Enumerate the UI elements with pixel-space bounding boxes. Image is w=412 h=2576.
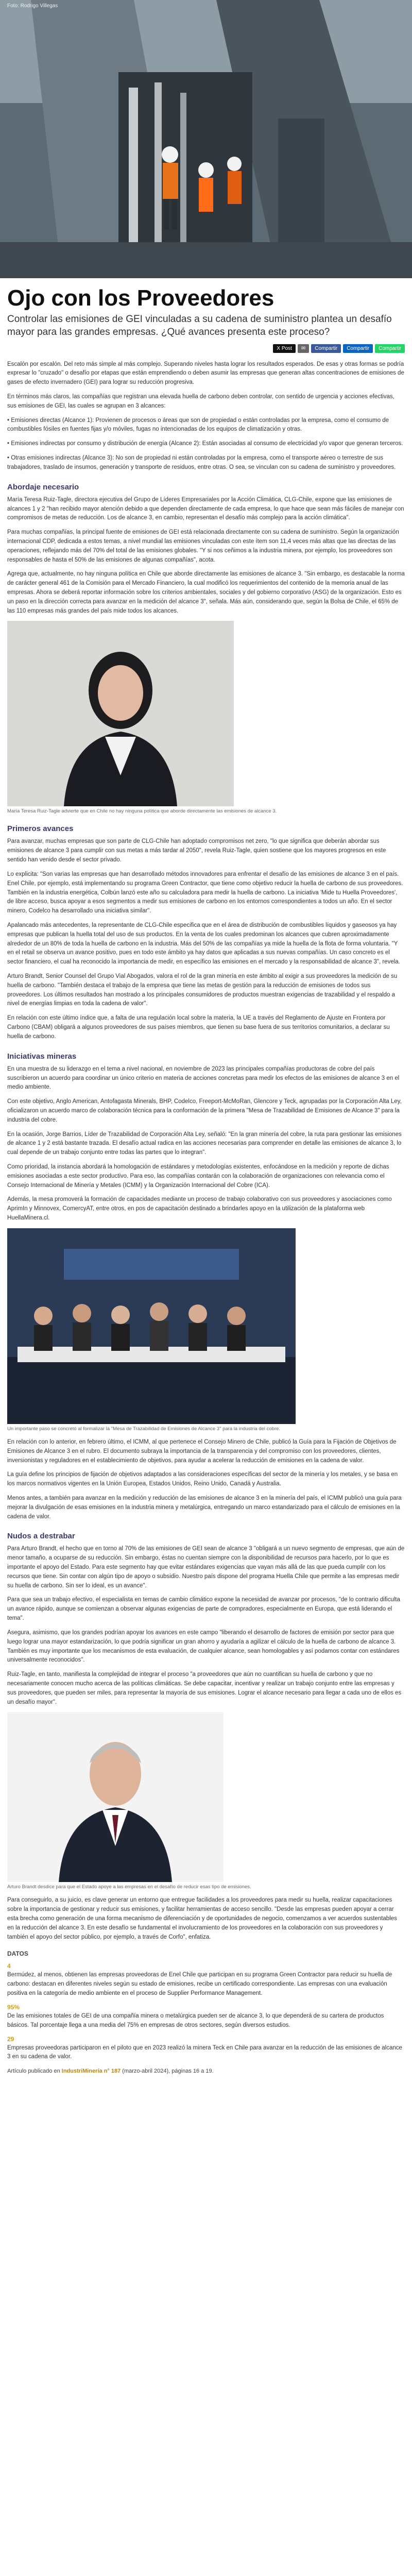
section-heading: Abordaje necesario xyxy=(7,482,79,492)
figure-portrait-brandt xyxy=(7,1712,405,1890)
body-paragraph: Lo explicita: "Son varias las empresas que han desarrollado métodos innovadores para enfrentar el desafío de las emisiones de alcance 3 en el país. Enel Chile, por ejemplo, está implementando su programa Green Contractor, que tiene como objetivo reducir la huella de carbono de sus proveedores. También en la industria energética, Colbún lanzó este año su calculadora para medir la huella de carbono. La iniciativa 'Mide tu Huella Proveedores', de libre acceso, busca apoyar a esos segmentos a medir sus emisiones de carbono en los entornos correspondientes a todos un año. En el sector minero, Codelco ha desarrollado una iniciativa similar". xyxy=(7,871,403,914)
section-heading: Iniciativas mineras xyxy=(7,1052,77,1061)
share-facebook-button[interactable]: Compartir xyxy=(311,344,341,353)
datos-label: DATOS xyxy=(7,1950,28,1958)
intro-paragraph: • Otras emisiones indirectas (Alcance 3): No son de propiedad ni están controladas por la empresa, como el transporte aéreo o terrestre de sus trabajadores, traslado de insumos, generación y transporte de residuos, entre otras. O sea, se vinculan con su cadena de suministro y proveedores. xyxy=(7,455,396,470)
article-title: Ojo con los Proveedores xyxy=(7,285,274,311)
body-paragraph: En una muestra de su liderazgo en el tema a nivel nacional, en noviembre de 2023 las principales compañías productoras de cobre del país suscribieron un acuerdo para coordinar un único criterio en materia de acciones concretas para medir los efectos de las emisiones de alcance 3 en el medio ambiente. xyxy=(7,1065,400,1091)
photo-credit: Foto: Rodrigo Villegas xyxy=(7,3,58,9)
datos-text: Bermúdez, al menos, obtienen las empresas proveedoras de Enel Chile que participan en su programa Green Contractor para reducir su huella de carbono: destacan en diferentes niveles según su estado de emisiones, recibe un certificado correspondiente. Las empresas con una evaluación positiva en la categoría de medio ambiente en el proceso de Supplier Performance Management. xyxy=(7,1972,392,1997)
intro-paragraph: • Emisiones directas (Alcance 1): Provienen de procesos o áreas que son de propiedad o están controladas por la empresa, como el consumo de combustibles fósiles en fuentes fijas y/o móviles, fugas no intencionadas de los equipos de climatización y otras. xyxy=(7,417,389,433)
share-linkedin-button[interactable]: Compartir xyxy=(343,344,373,353)
body-paragraph: En la ocasión, Jorge Barrios, Líder de Trazabilidad de Corporación Alta Ley, señaló: "En la gran minería del cobre, la ruta para gestionar las emisiones de alcance 1 y 2 está bastante trazada. El desafío actual radica en las acciones necesarias para comprender en detalle las emisiones de alcance 3, lo cual depende de un trabajo conjunto entre todas las partes que lo integran". xyxy=(7,1131,402,1156)
body-paragraph: Apalancado más antecedentes, la representante de CLG-Chile especifica que en el área de distribución de combustibles líquidos y gaseosos ya hay empresas que publican la huella total del uso de sus productos. En la venta de los cuales predominan los alcances que cubren aproximadamente alrededor de un 80% de toda la huella de carbono en la industria. Más del 50% de las compañías ya mide la huella de la flota de forma voluntaria. "Y en el retail se observa un avance positivo, pues en todo este ámbito ya hay datos que aplicadas a sus nuevas compañías. Un caso concreto es el sector financiero, el cual ha reconocido la importancia de medir, en específico las emisiones en el mercado y la responsabilidad de alcance 3", revela. xyxy=(7,922,400,965)
group-photo xyxy=(7,1228,405,1424)
intro-paragraph: • Emisiones indirectas por consumo y distribución de energía (Alcance 2): Están asociadas al consumo de electricidad y/o vapor que generan terceros. xyxy=(7,440,403,447)
portrait-photo xyxy=(7,1712,405,1882)
body-paragraph: Arturo Brandt, Senior Counsel del Grupo Vial Abogados, valora el rol de la gran minería en este ámbito al exigir a sus proveedores la medición de su huella de carbono. "También destaca el trabajo de la empresa que tiene las metas de gestión para la reducción de emisiones de todos sus proveedores. Los últimos resultados han mostrado a los principales consumidores de productos muestran exigencias de trazabilidad y el respaldo a nivel de energías limpias en toda la cadena de valor". xyxy=(7,973,398,1007)
body-paragraph: Además, la mesa promoverá la formación de capacidades mediante un proceso de trabajo colaborativo con sus proveedores y asociaciones como AprimIn y Minnovex, ComercyAT, entre otros, en pos de capacitación destinado a brindarles apoyo en la utilización de la plataforma web HuellaMinera.cl. xyxy=(7,1196,392,1222)
body-paragraph: Asegura, asimismo, que los grandes podrían apoyar los avances en este campo "liberando el desarrollo de factores de emisión por sector para que luego lograr una mayor estandarización, lo que podría significar un gran ahorro y ayudaría a agilizar el cálculo de la huella de carbono de alcance 3. También es muy importante que los mecanismos de esta evaluación, de cualquier alcance, sean homologables y así podamos contar con estándares universalmente reconocidos". xyxy=(7,1629,400,1664)
figure-caption: María Teresa Ruiz-Tagle advierte que en Chile no hay ninguna política que aborde directamente las emisiones de alcance 3. xyxy=(7,808,277,815)
datos-text: De las emisiones totales de GEI de una compañía minera o metalúrgica pueden ser de alcance 3, lo que dependerá de su cartera de productos básicos. Tal porcentaje llega a una media del 75% en empresas de otros sectores, según diversos estudios. xyxy=(7,2012,384,2028)
share-whatsapp-button[interactable]: Compartir xyxy=(375,344,405,353)
datos-stat: 4 xyxy=(7,1962,11,1970)
figure-mesa-trazabilidad xyxy=(7,1228,405,1432)
footnote-prefix: Artículo publicado en xyxy=(7,2068,62,2075)
body-paragraph: Menos antes, a también para avanzar en la medición y reducción de las emisiones de alcance 3 en la minería del país, el ICMM publicó una guía para mejorar la divulgación de esas emisiones en la industria minera y metalúrgica, entregando un marco estandarizado para el cálculo de emisiones en la cadena de valor. xyxy=(7,1495,402,1520)
body-paragraph: Ruiz-Tagle, en tanto, manifiesta la complejidad de integrar el proceso "a proveedores que aún no cuantifican su huella de carbono y que no necesariamente conocen mucho acerca de las políticas climáticas. Se debe capacitar, incentivar y realizar un trabajo conjunto entre las empresas y sus proveedores, que pueden ser miles, para representar la mayoría de sus emisiones. Lograr el alcance necesario para llegar a cada uno de ellos es un desafío mayor". xyxy=(7,1671,402,1705)
body-paragraph: Con este objetivo, Anglo American, Antofagasta Minerals, BHP, Codelco, Freeport-McMoRan, Glencore y Teck, agrupadas por la Corporación Alta Ley, oficializaron un acuerdo marco de colaboración técnica para la conformación de la primera "Mesa de Trazabilidad de Emisiones de Alcance 3" para la industria del cobre. xyxy=(7,1098,402,1123)
datos-list xyxy=(7,1962,405,2062)
body-paragraph: María Teresa Ruiz-Tagle, directora ejecutiva del Grupo de Líderes Empresariales por la Acción Climática, CLG-Chile, expone que las emisiones de alcances 1 y 2 "han recibido mayor atención debido a que dependen directamente de cada empresa, lo que hace que sean más fáciles de manejar con compromisos de metas de reducción. Los de alcance 3, en cambio, representan el desafío más complejo para la acción climática". xyxy=(7,496,404,521)
body-paragraph: En relación con este último índice que, a falta de una regulación local sobre la materia, la UE a través del Reglamento de Ajuste en Frontera por Carbono (CBAM) obligará a algunos proveedores de sus países miembros, que tienen su base fuera de sus territorios comunitarios, a declarar su huella de carbono. xyxy=(7,1015,390,1040)
datos-stat: 95% xyxy=(7,2003,20,2011)
hero-image xyxy=(0,0,412,278)
share-bar xyxy=(7,344,405,353)
datos-stat: 29 xyxy=(7,2035,14,2043)
share-email-button[interactable]: ✉ xyxy=(298,344,309,353)
intro-paragraph: Escalón por escalón. Del reto más simple al más complejo. Superando niveles hasta lograr los resultados esperados. De esas y otras formas se podría expresar lo "cruzado" o desafío por etapas que están emprendiendo o deben asumir las empresas que generan altas concentraciones de emisiones de gases de efecto invernadero (GEI) para lograr su reducción progresiva. xyxy=(7,361,404,386)
article-subtitle: Controlar las emisiones de GEI vinculadas a su cadena de suministro plantea un desafío mayor para las grandes empresas. ¿Qué avances presenta este proceso? xyxy=(7,314,392,337)
section-heading: Nudos a destrabar xyxy=(7,1532,75,1541)
body-paragraph: Para que sea un trabajo efectivo, el especialista en temas de cambio climático expone la necesidad de avanzar por procesos, "de lo contrario dificulta un avance rápido, aunque se comienzan a observar algunas exigencias de parte de compradores, especialmente en Europa, que está liderando el tema". xyxy=(7,1597,400,1622)
section-heading: Primeros avances xyxy=(7,824,74,834)
footnote-suffix: (marzo-abril 2024), páginas 16 a 19. xyxy=(121,2068,214,2075)
article-footnote xyxy=(7,2068,405,2074)
body-paragraph: Agrega que, actualmente, no hay ninguna política en Chile que aborde directamente las emisiones de alcance 3. "Sin embargo, es destacable la norma de carácter general 461 de la Comisión para el Mercado Financiero, la cual modificó los requerimientos del contenido de la memoria anual de las empresas. Ahora se deberá reportar información sobre los criterios ambientales, sociales y del gobierno corporativo (ASG) de la organización. Esto es un paso en la dirección correcta para avanzar en la medición del alcance 3", señala. Más aún, considerando que, según la Bolsa de Chile, el 65% de las 110 empresas más grandes del país mide todos los alcances. xyxy=(7,571,405,614)
body-paragraph: Para muchas compañías, la principal fuente de emisiones de GEI está relacionada directamente con su cadena de suministro. Según la organización internacional CDP, dedicada a estos temas, a nivel mundial las emisiones vinculadas con este ítem son 11,4 veces más altas que las directas de las operaciones, reflejando más del 70% del total de las emisiones globales. "Y si nos ceñimos a la industria minera, por ejemplo, los proveedores son responsables de hasta el 50% de las emisiones de algunas compañías", acota. xyxy=(7,529,399,563)
body-paragraph: Para conseguirlo, a su juicio, es clave generar un entorno que entregue facilidades a los proveedores para medir su huella, realizar capacitaciones sobre la importancia de gestionar y reducir sus emisiones, y facilitar herramientas de acceso sencillo. "Desde las empresas pueden apoyar a cerrar esta brecha como generación de una forma mecanismo de diferenciación y de oportunidades de negocio, comenzamos a ver acuerdos sustentables en la reducción del alcance 3. En este desafío se fundamental el involucramiento de los proveedores en la colaboración con sus proveedores y también el apoyo del sector público, por ejemplo, a través de Corfo", enfatiza. xyxy=(7,1897,397,1940)
body-paragraph: La guía define los principios de fijación de objetivos adaptados a las consideraciones específicas del sector de la minería y los metales, y se basa en los marcos normativos vigentes en la Unión Europea, Estados Unidos, Reino Unido, Canadá y Australia. xyxy=(7,1471,398,1487)
figure-caption: Arturo Brandt desdice para que el Estado apoye a las empresas en el desafío de reducir esas tipo de emisiones. xyxy=(7,1884,251,1890)
figure-portrait-ruiz-tagle xyxy=(7,621,405,814)
intro-paragraph: En términos más claros, las compañías que registran una elevada huella de carbono deben controlar, con sentido de urgencia y acciones efectivas, sus emisiones de GEI, las cuales se agrupan en 3 alcances: xyxy=(7,394,394,409)
magazine-link[interactable]: IndustriMinería n° 187 xyxy=(61,2068,121,2075)
body-paragraph: Como prioridad, la instancia abordará la homologación de estándares y metodologías existentes, enfocándose en la medición y reporte de dichas emisiones asociadas a este sector productivo. Para eso, las compañías contarán con la colaboración de organizaciones con relevancia como el Consejo Internacional de Minería y Metales (ICMM) y la Organización Internacional del Cobre (ICA). xyxy=(7,1164,389,1189)
body-paragraph: Para avanzar, muchas empresas que son parte de CLG-Chile han adoptado compromisos net zero, "lo que significa que deberán abordar sus emisiones de alcance 3 para cumplir con sus metas a más tardar al 2050", revela Ruiz-Tagle, quien sostiene que los mayores progresos en este sentido han venido desde el sector privado. xyxy=(7,838,386,863)
share-x-button[interactable]: X Post xyxy=(273,344,295,353)
body-paragraph: En relación con lo anterior, en febrero último, el ICMM, al que pertenece el Consejo Minero de Chile, publicó la Guía para la Fijación de Objetivos de Emisiones de Alcance 3 en el rubro. El documento subraya la importancia de la transparencia y del compromiso con los proveedores, clientes, inversionistas y reguladores en el establecimiento de objetivos, para ayudar a acelerar la reducción de emisiones en la cadena de valor. xyxy=(7,1438,397,1464)
datos-text: Empresas proveedoras participaron en el piloto que en 2023 realizó la minera Teck en Chile para avanzar en la reducción de las emisiones de alcance 3 en su cadena de valor. xyxy=(7,2044,402,2060)
portrait-photo xyxy=(7,621,405,806)
article-body xyxy=(0,286,412,2074)
body-paragraph: Para Arturo Brandt, el hecho que en torno al 70% de las emisiones de GEI sean de alcance 3 "obligará a un nuevo segmento de empresas, que aún de menor tamaño, a ocuparse de su reducción. Sin embargo, éstas no cuentan siempre con la disponibilidad de recursos para hacerlo, por lo que es importante el apoyo del Estado. Para este segmento hay que evitar estándares exigencias que vayan más allá de las que pueda cumplir con los recursos que tiene. Sin contar con algún tipo de apoyo o subsidio. Nuestro país dispone del programa Huella Chile que permite a las empresas medir su huella de carbono. Sin ser lo ideal, es un avance". xyxy=(7,1546,405,1589)
figure-caption: Un importante paso se concretó al formalizar la "Mesa de Trazabilidad de Emisiones de Alcance 3" para la industria del cobre. xyxy=(7,1426,281,1432)
hero-photo-miners xyxy=(0,0,412,278)
